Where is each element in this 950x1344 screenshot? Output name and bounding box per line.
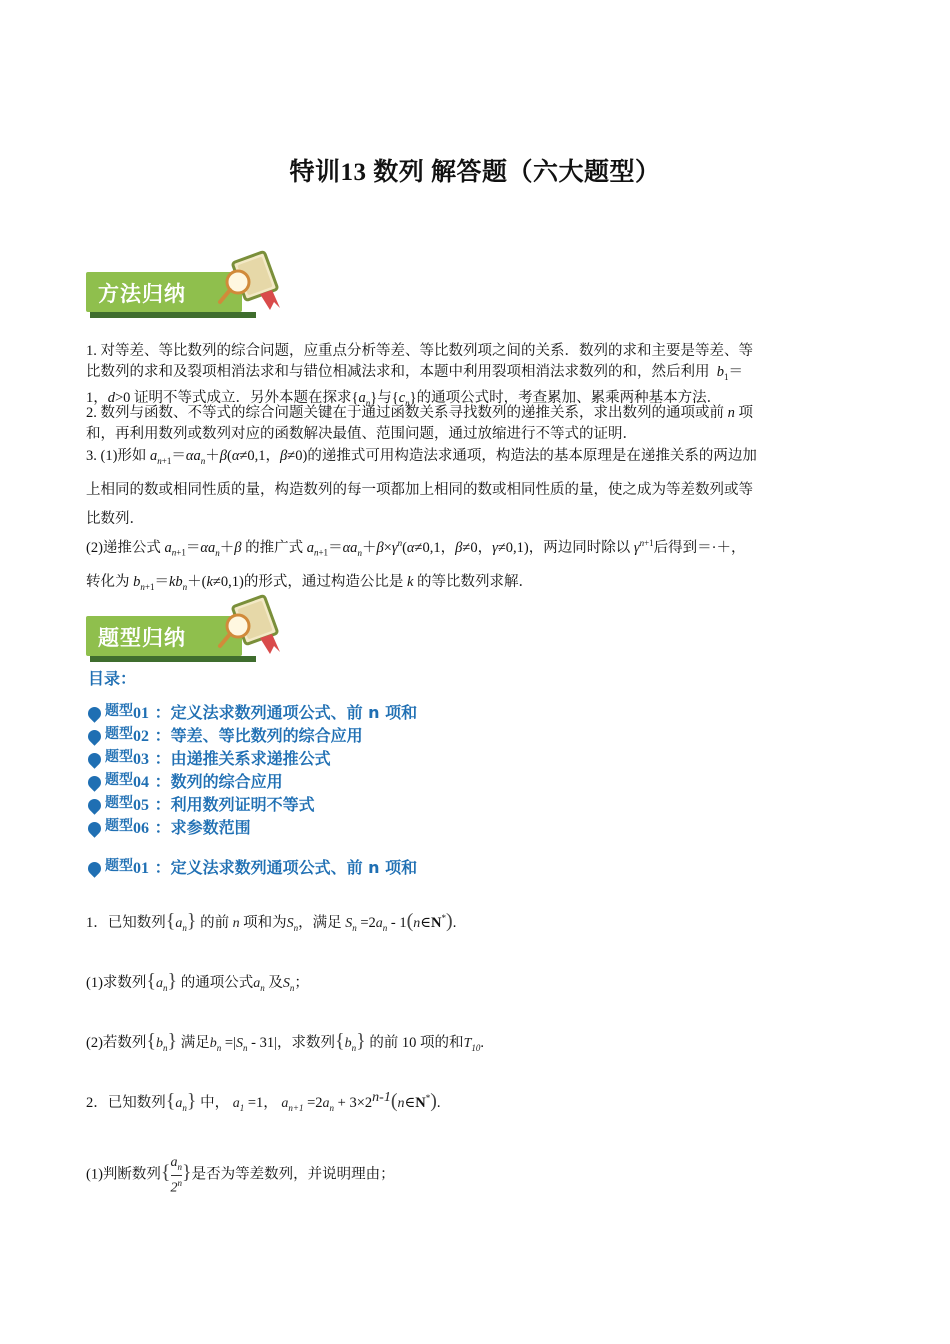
problem-1: 1．已知数列$\{a_n\}$ 的前 n 项和为$S_n$，满足 $S_n =2a_n$ - 1(n∈N*). xyxy=(86,910,457,933)
problem-2-part-1: (1)判断数列{ $\frac{a_n}{2^n}$ }是否为等差数列，并说明理由； xyxy=(86,1155,395,1196)
book-magnifier-icon xyxy=(216,250,286,316)
toc-item-01[interactable]: 题型01 ：定义法求数列通项公式、前 n 项和 xyxy=(88,700,417,722)
toc-item-06[interactable]: 题型06 ：求参数范围 xyxy=(88,815,251,837)
location-pin-icon xyxy=(85,750,103,768)
problem-2: 2．已知数列$\{a_n\}$ 中， $a_1 =1$， $a_{n+1} =2a_n$ + $3\times 2^{n-1}(n\in N^*)$. xyxy=(86,1090,441,1113)
location-pin-icon xyxy=(85,773,103,791)
method-paragraph-2: 2. 数列与函数、不等式的综合问题关键在于通过函数关系寻找数列的递推关系，求出数列的通项或前 n 项 和，再利用数列或数列对应的函数解决最值、范围问题，通过放缩进行不等式的证明． xyxy=(86,405,753,442)
toc-item-03[interactable]: 题型03 ：由递推关系求递推公式 xyxy=(88,746,331,768)
problem-1-part-2: (2)若数列$\{b_n\}$ 满足$b_n =|S_n - 31|$，求数列$\{b_n\}$ 的前 10 项的和$T_{10}$. xyxy=(86,1030,484,1053)
location-pin-icon xyxy=(85,819,103,837)
method-banner-label: 方法归纳 xyxy=(98,282,186,306)
section-heading-01: 题型01 ：定义法求数列通项公式、前 n 项和 xyxy=(88,855,417,877)
toc-heading: 目录： xyxy=(88,669,137,688)
book-magnifier-icon xyxy=(216,594,286,660)
toc-item-04[interactable]: 题型04 ：数列的综合应用 xyxy=(88,769,283,791)
method-paragraph-4: (2)递推公式 $a_{n+1}=\alpha a_n+\beta$ 的推广式 $a_{n+1}=\alpha a_n+\beta\times\gamma^n(\alpha\ne 0,1$，β≠0，γ≠0,1)，两边同时除以 $\gamma^{n+1}$后得到＝·＋， 转化为 $b_{n+1}=kb_n+(k\ne 0,1)$的形式，通过构造公比是 k 的等比数列求解． xyxy=(86,538,746,592)
method-paragraph-1: 1. 对等差、等比数列的综合问题，应重点分析等差、等比数列项之间的关系．数列的求和主要是等差、等 比数列的求和及裂项相消法求和与错位相减法求和，本题中利用裂项相消法求数列的和，然后利用 $b_1=$ 1，d>0 证明不等式成立．另外本题在探求$\{a_n\}$与$\{c_n\}$的通项公式时，考查累加、累乘两种基本方法． xyxy=(86,343,753,408)
toc-item-05[interactable]: 题型05 ：利用数列证明不等式 xyxy=(88,792,315,814)
toc-item-02[interactable]: 题型02 ：等差、等比数列的综合应用 xyxy=(88,723,363,745)
problem-1-part-1: (1)求数列$\{a_n\}$ 的通项公式$a_n$ 及$S_n$； xyxy=(86,970,309,993)
location-pin-icon xyxy=(85,727,103,745)
method-banner xyxy=(86,266,276,326)
location-pin-icon xyxy=(85,859,103,877)
page-title: 特训13 数列 解答题（六大题型） xyxy=(289,159,661,186)
location-pin-icon xyxy=(85,796,103,814)
types-banner xyxy=(86,610,276,670)
types-banner-label: 题型归纳 xyxy=(98,626,186,650)
method-paragraph-3: 3. (1)形如 $a_{n+1}=\alpha a_n+\beta(\alpha\ne 0,1$，β≠0)的递推式可用构造法求通项，构造法的基本原理是在递推关系的两边加 上相同的数或相同性质的量，构造数列的每一项都加上相同的数或相同性质的量，使之成为等差数列或等 比数列． xyxy=(86,448,757,527)
location-pin-icon xyxy=(85,704,103,722)
